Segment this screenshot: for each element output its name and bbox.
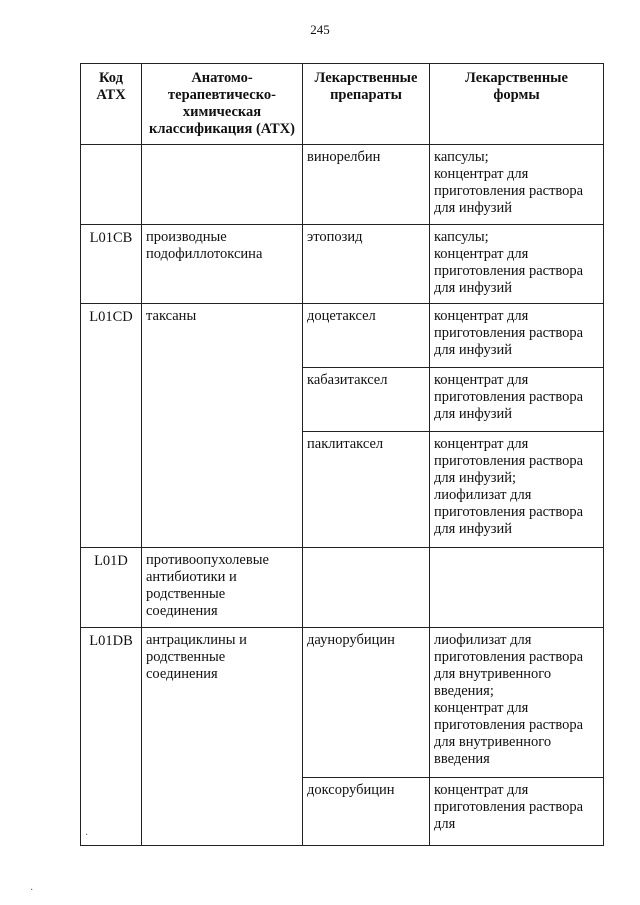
page-number: 245 [310, 22, 330, 37]
table-row [81, 628, 604, 778]
cell-form: лиофилизат для приготовления раствора для внутривенного введения; концентрат для приготовления раствора для внутривенного введения [430, 628, 604, 778]
table-header-row [81, 64, 604, 145]
cell-form-empty [430, 548, 604, 628]
cell-class: производные подофиллотоксина [142, 225, 303, 304]
cell-drug: даунорубицин [303, 628, 430, 778]
scan-speck: · [30, 885, 34, 896]
cell-code: L01CB [81, 225, 142, 304]
cell-class: противоопухолевые антибиотики и родственные соединения [142, 548, 303, 628]
cell-drug: кабазитаксел [303, 368, 430, 432]
atc-drug-table [80, 63, 604, 846]
cell-code: L01D [81, 548, 142, 628]
cell-code: L01CD [81, 304, 142, 548]
cell-class-empty [142, 145, 303, 225]
table-row [81, 145, 604, 225]
cell-drug: этопозид [303, 225, 430, 304]
cell-form: капсулы; концентрат для приготовления раствора для инфузий [430, 145, 604, 225]
cell-drug: паклитаксел [303, 432, 430, 548]
cell-drug: доцетаксел [303, 304, 430, 368]
header-atc-code: Код АТХ [81, 64, 142, 145]
header-drugs: Лекарственные препараты [303, 64, 430, 145]
cell-form: концентрат для приготовления раствора для инфузий [430, 368, 604, 432]
cell-drug: доксорубицин [303, 778, 430, 846]
table-row [81, 548, 604, 628]
cell-form: концентрат для приготовления раствора для инфузий; лиофилизат для приготовления раствора для инфузий [430, 432, 604, 548]
cell-form: концентрат для приготовления раствора для [430, 778, 604, 846]
scan-speck: · [85, 830, 89, 841]
cell-code: L01DB [81, 628, 142, 846]
cell-drug: винорелбин [303, 145, 430, 225]
header-dosage-forms: Лекарственные формы [430, 64, 604, 145]
table-row [81, 304, 604, 368]
cell-class: таксаны [142, 304, 303, 548]
cell-form: капсулы; концентрат для приготовления раствора для инфузий [430, 225, 604, 304]
table-row [81, 225, 604, 304]
header-atc-classification: Анатомо- терапевтическо- химическая классификация (АТХ) [142, 64, 303, 145]
cell-class: антрациклины и родственные соединения [142, 628, 303, 846]
cell-code-empty [81, 145, 142, 225]
cell-drug-empty [303, 548, 430, 628]
cell-form: концентрат для приготовления раствора для инфузий [430, 304, 604, 368]
